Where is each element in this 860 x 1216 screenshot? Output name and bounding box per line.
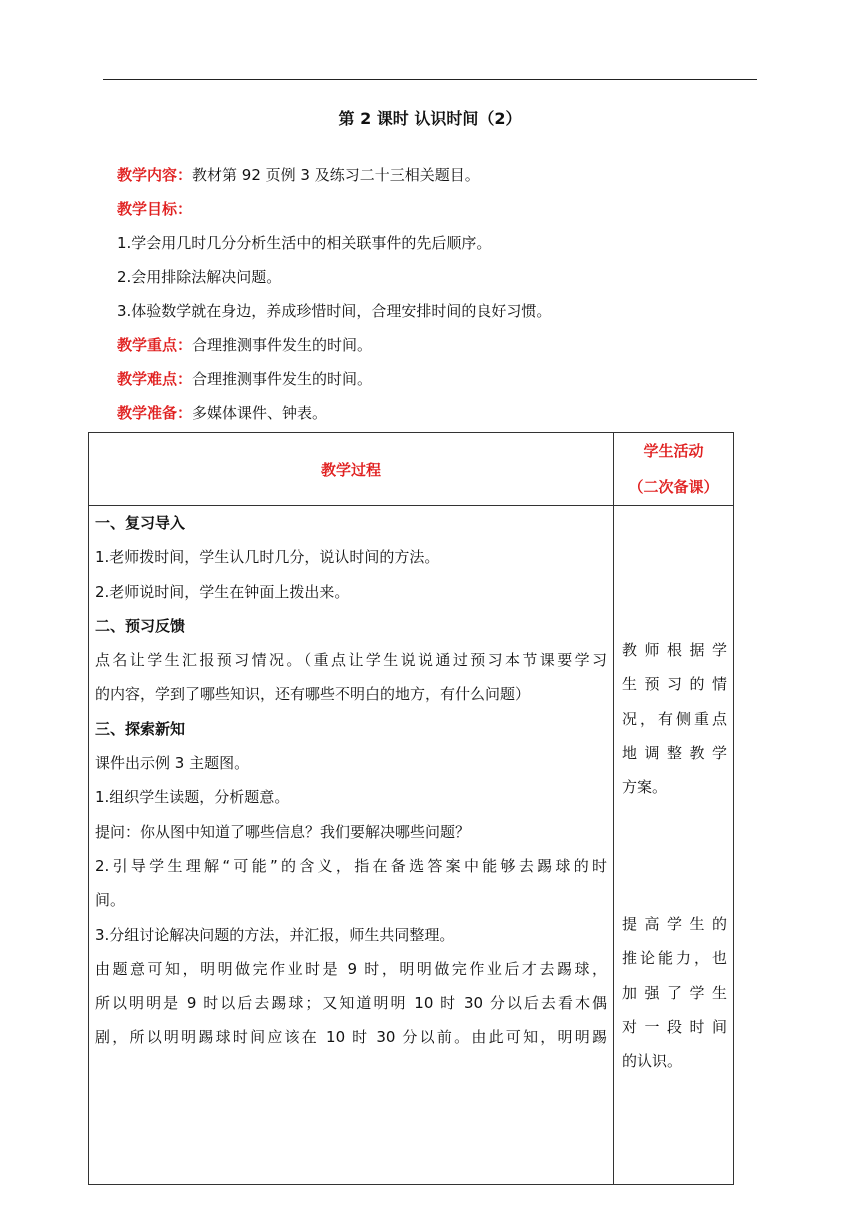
key-text: 合理推测事件发生的时间。 <box>192 336 373 354</box>
process-line: 1.组织学生读题，分析题意。 <box>95 788 290 807</box>
process-line: 1.老师拨时间，学生认几时几分，说认时间的方法。 <box>95 548 440 567</box>
teaching-content <box>117 165 757 185</box>
teaching-key-point <box>117 335 757 355</box>
activity-header-line2: （二次备课） <box>628 478 719 496</box>
activity-line: 地调整教学 <box>622 743 727 762</box>
content-label: 教学内容： <box>117 166 193 184</box>
activity-note-preview <box>622 633 727 804</box>
process-cell <box>89 506 614 1185</box>
prep-label: 教学准备： <box>117 404 193 422</box>
process-line: 剧，所以明明踢球时间应该在 10 时 30 分以前。由此可知，明明踢 <box>95 1028 607 1047</box>
header-rule <box>103 79 757 80</box>
activity-line: 生预习的情 <box>622 675 727 694</box>
activity-header <box>614 433 734 506</box>
process-line: 课件出示例 3 主题图。 <box>95 754 250 773</box>
process-line: 2.老师说时间，学生在钟面上拨出来。 <box>95 582 350 601</box>
activity-header-line1: 学生活动 <box>643 442 704 460</box>
activity-line: 的认识。 <box>622 1052 683 1071</box>
section-heading: 二、预习反馈 <box>95 616 186 635</box>
process-line: 点名让学生汇报预习情况。（重点让学生说说通过预习本节课要学习 <box>95 651 607 670</box>
process-line: 由题意可知，明明做完作业时是 9 时，明明做完作业后才去踢球， <box>95 959 607 978</box>
process-lines <box>95 506 607 1055</box>
section-heading: 一、复习导入 <box>95 514 186 532</box>
process-line: 提问：你从图中知道了哪些信息？我们要解决哪些问题？ <box>95 822 471 841</box>
activity-line: 提高学生的 <box>622 915 727 933</box>
goals-label: 教学目标： <box>117 200 193 218</box>
process-line: 间。 <box>95 891 126 910</box>
lesson-table <box>88 432 734 1185</box>
process-header: 教学过程 <box>89 433 614 506</box>
process-line: 的内容，学到了哪些知识，还有哪些不明白的地方，有什么问题） <box>95 685 531 704</box>
process-line: 3.分组讨论解决问题的方法，并汇报，师生共同整理。 <box>95 925 455 944</box>
lesson-title: 第 2 课时 认识时间（2） <box>338 109 522 128</box>
activity-line: 推论能力，也 <box>622 949 727 968</box>
activity-cell <box>614 506 734 1185</box>
activity-line: 对一段时间 <box>622 1017 727 1036</box>
goal-item: 2.会用排除法解决问题。 <box>117 268 282 286</box>
activity-line: 加强了学生 <box>622 983 727 1002</box>
activity-line: 方案。 <box>622 778 668 797</box>
difficulty-label: 教学难点： <box>117 370 193 388</box>
process-line: 所以明明是 9 时以后去踢球；又知道明明 10 时 30 分以后去看木偶 <box>95 994 607 1013</box>
activity-line: 况，有侧重点 <box>622 709 727 728</box>
content-text: 教材第 92 页例 3 及练习二十三相关题目。 <box>192 166 480 184</box>
prep-text: 多媒体课件、钟表。 <box>192 404 328 422</box>
process-line: 2.引导学生理解“可能”的含义，指在备选答案中能够去踢球的时 <box>95 856 607 875</box>
teaching-preparation <box>117 403 757 423</box>
key-label: 教学重点： <box>117 336 193 354</box>
activity-line: 教师根据学 <box>622 641 727 659</box>
difficulty-text: 合理推测事件发生的时间。 <box>192 370 373 388</box>
teaching-goals-heading <box>117 199 757 219</box>
goal-item: 3.体验数学就在身边，养成珍惜时间，合理安排时间的良好习惯。 <box>117 302 552 320</box>
goal-item: 1.学会用几时几分分析生活中的相关联事件的先后顺序。 <box>117 234 492 252</box>
section-heading: 三、探索新知 <box>95 719 186 738</box>
teaching-difficulty <box>117 369 757 389</box>
activity-note-reasoning <box>622 907 727 1078</box>
